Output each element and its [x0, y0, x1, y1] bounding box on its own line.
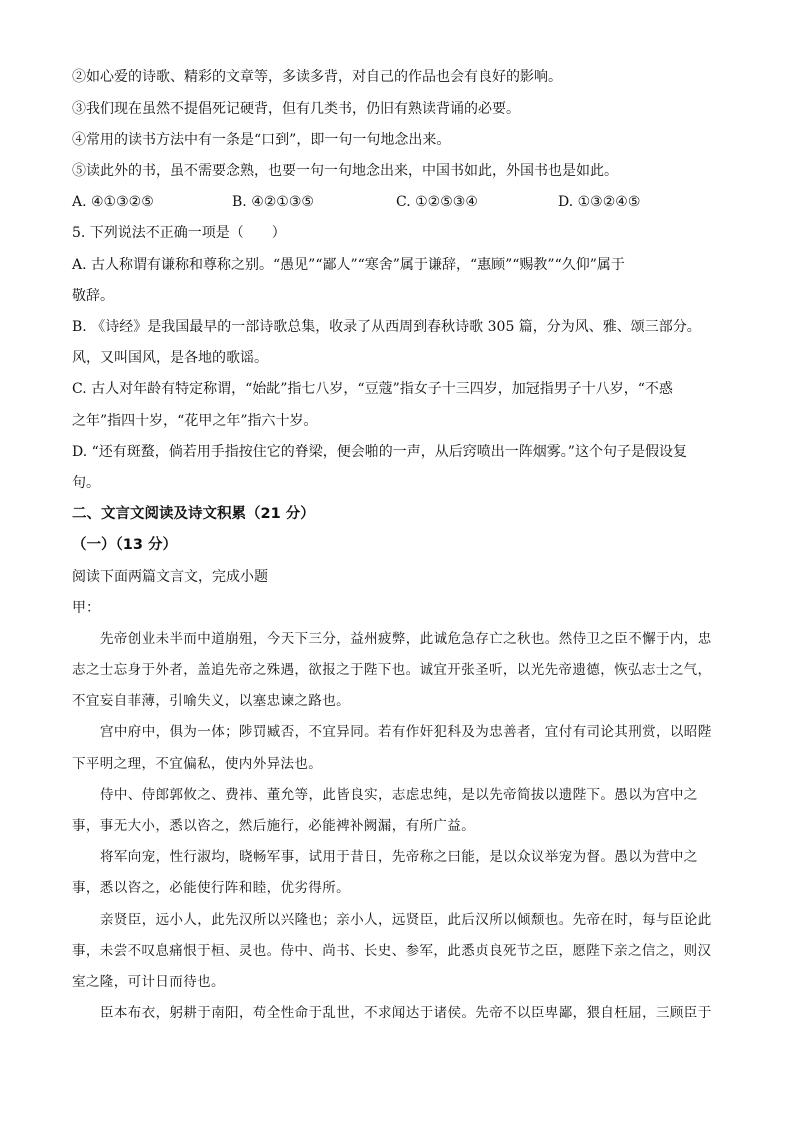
passage-line: 亲贤臣，远小人，此先汉所以兴隆也；亲小人，远贤臣，此后汉所以倾颓也。先帝在时，每与臣论此: [100, 912, 712, 928]
q5-option-a: A. 古人称谓有谦称和尊称之别。“愚见”“鄙人”“寒舍”属于谦辞，“惠顾”“赐教”“久仰”属于: [72, 257, 625, 273]
passage-line: 不宜妄自菲薄，引喻失义，以塞忠谏之路也。: [72, 693, 350, 709]
q5-stem: 5. 下列说法不正确一项是（ ）: [72, 225, 286, 241]
section-title: 二、文言文阅读及诗文积累（21 分）: [72, 506, 315, 522]
q5-option-b-cont: 风，又叫国风，是各地的歌谣。: [72, 350, 268, 366]
q5-option-b: B. 《诗经》是我国最早的一部诗歌总集，收录了从西周到春秋诗歌 305 篇，分为风、雅、颂三部分。: [72, 319, 701, 335]
q4-option-d: D. ①③②④⑤: [558, 194, 641, 210]
reorder-item-3: ③我们现在虽然不提倡死记硬背，但有几类书，仍旧有熟读背诵的必要。: [72, 101, 520, 117]
q5-option-c-cont: 之年”指四十岁，“花甲之年”指六十岁。: [72, 413, 318, 429]
passage-line: 将军向宠，性行淑均，晓畅军事，试用于昔日，先帝称之曰能，是以众议举宠为督。愚以为营中之: [100, 849, 698, 865]
passage-line: 宫中府中，俱为一体；陟罚臧否，不宜异同。若有作奸犯科及为忠善者，宜付有司论其刑赏，以昭陛: [100, 724, 712, 740]
passage-line: 侍中、侍郎郭攸之、费祎、董允等，此皆良实，志虑忠纯，是以先帝简拔以遗陛下。愚以为宫中之: [100, 787, 698, 803]
passage-line: 下平明之理，不宜偏私，使内外异法也。: [72, 756, 323, 772]
passage-line: 事，未尝不叹息痛恨于桓、灵也。侍中、尚书、长史、参军，此悉贞良死节之臣，愿陛下亲之信之，则汉: [72, 943, 712, 959]
passage-line: 事，悉以咨之，必能使行阵和睦，优劣得所。: [72, 880, 350, 896]
passage-line: 志之士忘身于外者，盖追先帝之殊遇，欲报之于陛下也。诚宜开张圣听，以光先帝遗德，恢弘志士之气，: [72, 662, 712, 678]
passage-line: 事，事无大小，悉以咨之，然后施行，必能裨补阙漏，有所广益。: [72, 818, 476, 834]
reorder-item-2: ②如心爱的诗歌、精彩的文章等，多读多背，对自己的作品也会有良好的影响。: [72, 69, 562, 85]
reorder-item-5: ⑤读此外的书，虽不需要念熟，也要一句一句地念出来，中国书如此，外国书也是如此。: [72, 163, 618, 179]
passage-line: 臣本布衣，躬耕于南阳，苟全性命于乱世，不求闻达于诸侯。先帝不以臣卑鄙，猥自枉屈，三顾臣于: [100, 1005, 712, 1021]
passage-label: 甲：: [72, 600, 100, 616]
q5-option-d: D. “还有斑蝥，倘若用手指按住它的脊梁，便会啪的一声，从后窍喷出一阵烟雾。”这个句子是假设复: [72, 444, 687, 460]
q4-option-b: B. ④②①③⑤: [232, 194, 314, 210]
q5-option-a-cont: 敬辞。: [72, 288, 114, 304]
q4-option-c: C. ①②⑤③④: [396, 194, 478, 210]
passage-line: 先帝创业未半而中道崩殂，今天下三分，益州疲弊，此诚危急存亡之秋也。然侍卫之臣不懈于内，忠: [100, 631, 712, 647]
reorder-item-4: ④常用的读书方法中有一条是“口到”，即一句一句地念出来。: [72, 132, 451, 148]
subsection-title: （一）（13 分）: [72, 537, 177, 553]
q4-option-a: A. ④①③②⑤: [72, 194, 154, 210]
q5-option-d-cont: 句。: [72, 475, 100, 491]
passage-line: 室之隆，可计日而待也。: [72, 974, 225, 990]
q5-option-c: C. 古人对年龄有特定称谓，“始龀”指七八岁，“豆蔻”指女子十三四岁，加冠指男子十八岁，“不惑: [72, 381, 673, 397]
instruction: 阅读下面两篇文言文，完成小题: [72, 569, 268, 585]
